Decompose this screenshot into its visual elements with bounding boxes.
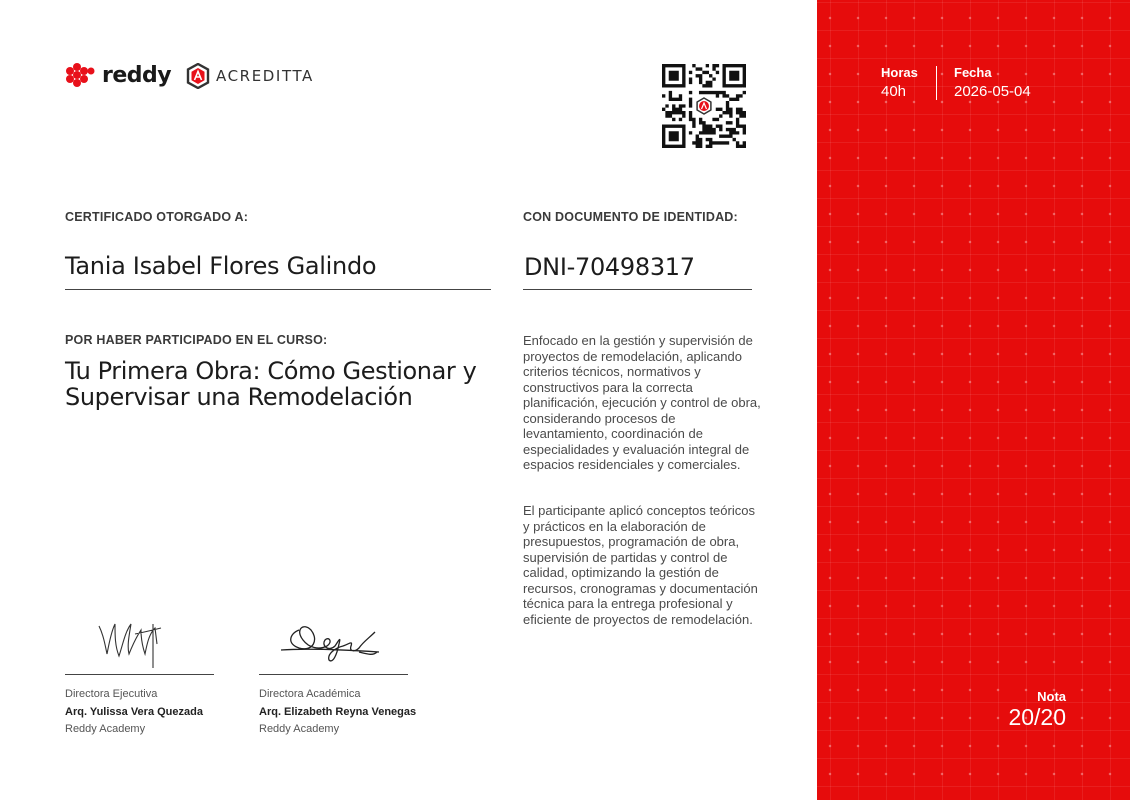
signature-image — [65, 610, 215, 670]
hours-label: Horas — [881, 65, 918, 80]
qr-code-icon[interactable] — [662, 64, 746, 148]
signer-org: Reddy Academy — [259, 723, 340, 735]
course-label: POR HABER PARTICIPADO EN EL CURSO: — [65, 333, 328, 347]
identity-value: DNI-70498317 — [524, 253, 695, 281]
signer-role: Directora Ejecutiva — [65, 688, 158, 700]
signer-name: Arq. Elizabeth Reyna Venegas — [259, 706, 417, 718]
identity-label: CON DOCUMENTO DE IDENTIDAD: — [523, 210, 738, 224]
reddy-logo-icon — [64, 62, 96, 88]
signer-org: Reddy Academy — [65, 723, 146, 735]
recipient-underline — [65, 289, 491, 290]
signature-line — [65, 674, 214, 675]
partner-name: ACREDITTA — [216, 67, 314, 85]
signature-line — [259, 674, 408, 675]
panel-divider — [936, 66, 937, 100]
identity-underline — [523, 289, 752, 290]
date-value: 2026-05-04 — [954, 83, 1031, 100]
recipient-label: CERTIFICADO OTORGADO A: — [65, 210, 249, 224]
recipient-name: Tania Isabel Flores Galindo — [65, 252, 377, 280]
date-label: Fecha — [954, 65, 992, 80]
info-panel — [817, 0, 1130, 800]
brand-name: reddy — [102, 62, 172, 88]
description-paragraph-1: Enfocado en la gestión y supervisión de proyectos de remodelación, aplicando criterios técnicos, normativos y constructivos para la correcta planificación, ejecución y control de obra, considerando procesos de levantamiento, coordinación de especialidades y evaluación integral de espacios residenciales y comerciales. — [523, 333, 761, 472]
hours-value: 40h — [881, 83, 907, 100]
course-title: Tu Primera Obra: Cómo Gestionar y Supervisar una Remodelación — [65, 357, 477, 411]
acreditta-logo — [186, 63, 314, 89]
reddy-logo — [64, 62, 171, 88]
signer-role: Directora Académica — [259, 688, 361, 700]
grade-value: 20/20 — [1008, 704, 1066, 730]
grade-label: Nota — [1037, 689, 1066, 704]
signer-name: Arq. Yulissa Vera Quezada — [65, 706, 203, 718]
signature-image — [259, 610, 409, 670]
description-paragraph-2: El participante aplicó conceptos teóricos y prácticos en la elaboración de presupuestos, programación de obra, supervisión de partidas y control de calidad, optimizando la gestión de recursos, cronogramas y documentación técnica para la entrega profesional y eficiente de proyectos de remodelación. — [523, 503, 758, 627]
acreditta-logo-icon — [186, 63, 210, 89]
